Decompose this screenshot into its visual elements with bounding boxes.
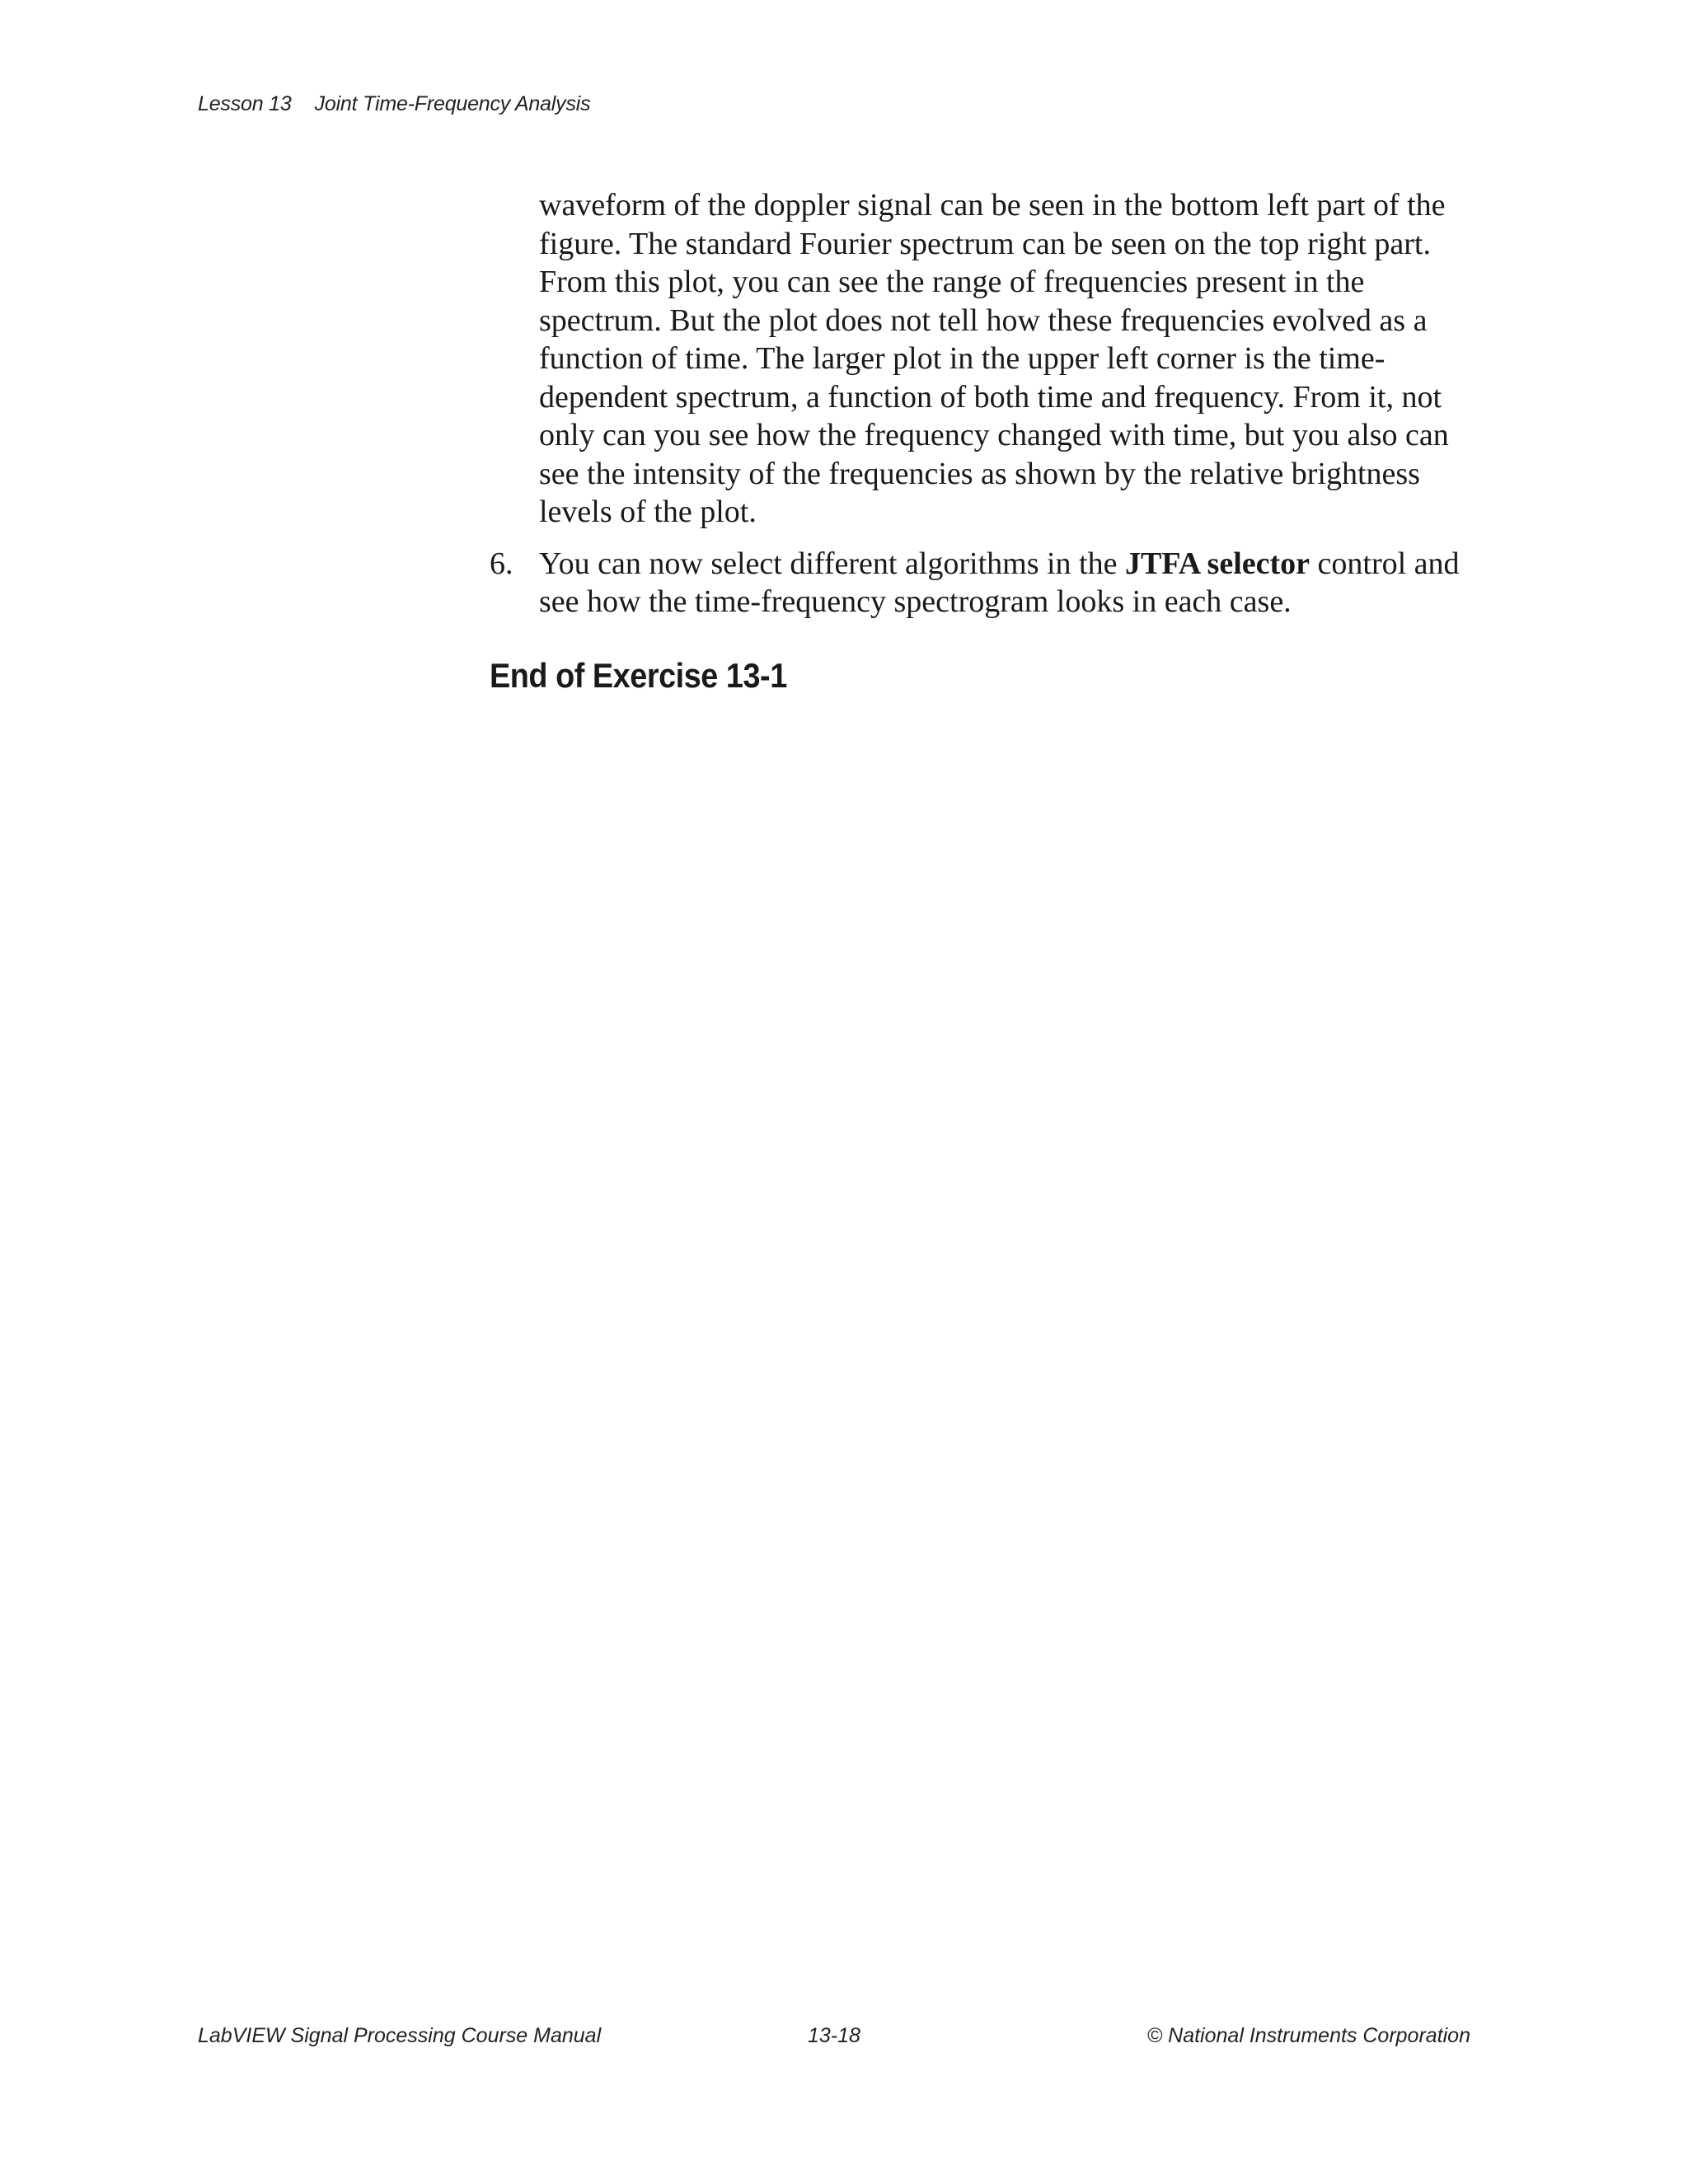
header-lesson-title: Joint Time-Frequency Analysis <box>314 92 591 115</box>
running-header <box>198 92 590 116</box>
step-text-after: control and see how the time-frequency spectrogram looks in each case. <box>539 546 1460 619</box>
footer-manual-title: LabVIEW Signal Processing Course Manual <box>198 2024 602 2047</box>
step-text-before: You can now select different algorithms in the <box>539 546 1125 581</box>
end-of-exercise-heading: End of Exercise 13-1 <box>490 655 787 695</box>
continued-paragraph: waveform of the doppler signal can be seen in the bottom left part of the figure. The standard Fourier spectrum can be seen on the top right part. From this plot, you can see the range of frequencies present in the spectrum. But the plot does not tell how these frequencies evolved as a function of time. The larger plot in the upper left corner is the time-dependent spectrum, a function of both time and frequency. From it, not only can you see how the frequency changed with time, but you also can see the intensity of the frequencies as shown by the relative brightness levels of the plot. <box>539 188 1449 529</box>
step-text <box>539 545 1487 621</box>
control-name-bold: JTFA selector <box>1124 546 1311 581</box>
step-6 <box>490 545 1487 621</box>
footer-page-number: 13-18 <box>808 2024 860 2047</box>
footer-copyright: © National Instruments Corporation <box>1146 2024 1470 2047</box>
header-lesson-number: Lesson 13 <box>198 92 292 115</box>
page-footer <box>198 2024 1470 2057</box>
step-number: 6. <box>490 546 513 581</box>
main-content <box>490 186 1487 697</box>
